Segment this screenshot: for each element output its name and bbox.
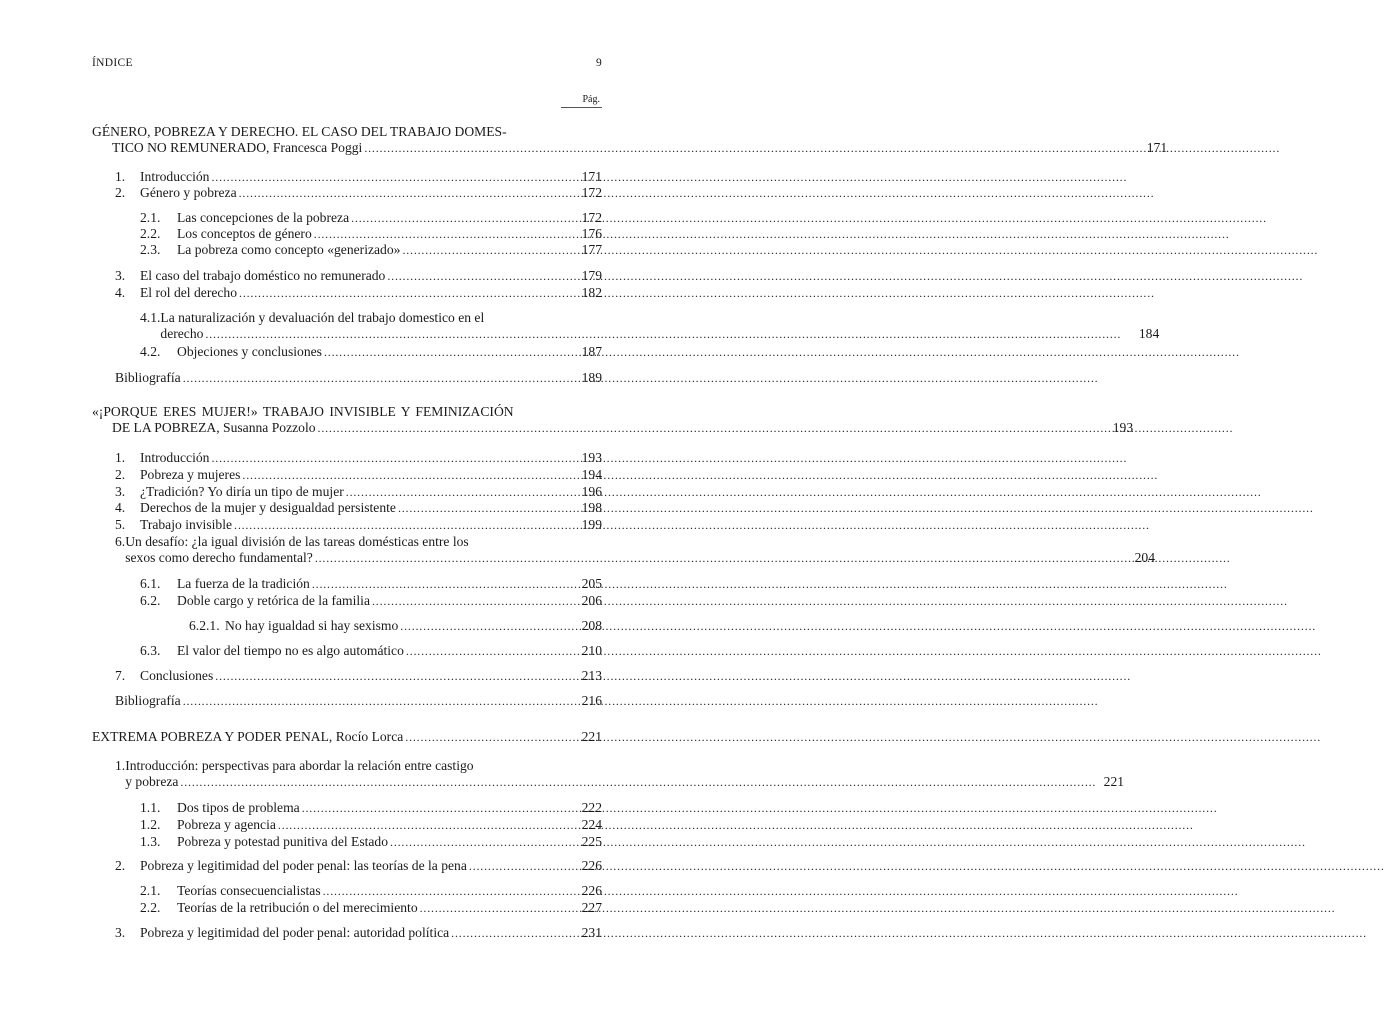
dot-leader — [405, 729, 564, 745]
toc-subentry[interactable] — [140, 226, 602, 242]
toc-page-number: 199 — [581, 517, 602, 532]
toc-page-number: 231 — [581, 925, 602, 940]
toc-entry[interactable] — [115, 500, 602, 516]
toc-page-number: 198 — [581, 500, 602, 515]
toc-subsubentry[interactable] — [189, 618, 602, 634]
entry-number: 3. — [115, 484, 126, 499]
toc-entry[interactable] — [115, 534, 1155, 566]
toc-entry[interactable] — [115, 925, 602, 941]
entry-number: 2. — [115, 467, 126, 482]
dot-leader — [346, 484, 564, 500]
dot-leader — [242, 467, 564, 483]
toc-page-number: 176 — [581, 226, 602, 241]
dot-leader — [469, 858, 564, 874]
toc-page-number: 226 — [581, 858, 602, 873]
toc-page-number: 210 — [581, 643, 602, 658]
entry-number: 6.2. — [140, 593, 161, 608]
entry-title-line2: sexos como derecho fundamental? — [125, 550, 313, 565]
entry-number: 6. — [115, 534, 126, 549]
entry-title: El caso del trabajo doméstico no remunerado — [140, 268, 386, 283]
toc-page-number: 208 — [581, 618, 602, 633]
toc-page-number: 179 — [581, 268, 602, 283]
page-number: 9 — [595, 57, 602, 69]
entry-title: ¿Tradición? Yo diría un tipo de mujer — [140, 484, 344, 499]
entry-number: 4. — [115, 285, 126, 300]
chapter-title-line2: DE LA POBREZA, Susanna Pozzolo — [112, 420, 316, 435]
toc-bibliography[interactable] — [115, 693, 602, 709]
toc-entry[interactable] — [115, 467, 602, 483]
toc-entry[interactable] — [115, 185, 602, 201]
toc-page-number: 227 — [581, 900, 602, 915]
dot-leader — [211, 450, 564, 466]
toc-page-number: 225 — [581, 834, 602, 849]
dot-leader — [278, 817, 564, 833]
toc-entry[interactable] — [115, 268, 602, 284]
toc-page-number: 182 — [581, 285, 602, 300]
entry-title: Doble cargo y retórica de la familia — [177, 593, 370, 608]
entry-number: 6.3. — [140, 643, 161, 658]
entry-title: Bibliografía — [115, 693, 181, 708]
toc-page-number: 194 — [581, 467, 602, 482]
toc-subentry[interactable] — [140, 643, 602, 659]
toc-page-number: 172 — [581, 185, 602, 200]
entry-title: Introducción — [140, 450, 210, 465]
entry-title: No hay igualdad si hay sexismo — [225, 618, 399, 633]
dot-leader — [451, 925, 564, 941]
dot-leader — [234, 517, 564, 533]
toc-page-number: 213 — [581, 668, 602, 683]
entry-title-line1: Un desafío: ¿la igual división de las tareas domésticas entre los — [125, 534, 469, 549]
entry-title-line1: Introducción: perspectivas para abordar la relación entre castigo — [125, 758, 474, 773]
toc-page-number: 172 — [581, 210, 602, 225]
entry-number: 7. — [115, 668, 126, 683]
entry-title: Pobreza y potestad punitiva del Estado — [177, 834, 389, 849]
entry-title: La fuerza de la tradición — [177, 576, 310, 591]
toc-page-number: 193 — [1112, 420, 1134, 435]
toc-page-number: 221 — [581, 729, 602, 744]
entry-title: Género y pobreza — [140, 185, 237, 200]
entry-number: 5. — [115, 517, 126, 532]
dot-leader — [302, 800, 564, 816]
toc-entry[interactable] — [115, 668, 602, 684]
toc-entry[interactable] — [115, 285, 602, 301]
entry-title: Pobreza y agencia — [177, 817, 276, 832]
chapter-title-line1: «¡PORQUE ERES MUJER!» TRABAJO INVISIBLE Y FEMINIZACIÓN — [92, 404, 514, 419]
dot-leader — [398, 500, 564, 516]
toc-entry[interactable] — [115, 758, 1125, 790]
toc-page-number: 187 — [581, 344, 602, 359]
toc-page-number: 189 — [581, 370, 602, 385]
entry-number: 2.3. — [140, 242, 161, 257]
dot-leader — [402, 242, 564, 258]
entry-title: El valor del tiempo no es algo automático — [177, 643, 404, 658]
toc-subentry[interactable] — [140, 210, 602, 226]
entry-number: 4.2. — [140, 344, 161, 359]
entry-title: Pobreza y mujeres — [140, 467, 241, 482]
entry-number: 4.1. — [140, 310, 161, 325]
toc-page-number: 177 — [581, 242, 602, 257]
entry-number: 2. — [115, 185, 126, 200]
entry-title: Objeciones y conclusiones — [177, 344, 322, 359]
entry-number: 6.1. — [140, 576, 161, 591]
dot-leader — [314, 226, 564, 242]
toc-bibliography[interactable] — [115, 370, 602, 386]
entry-number: 3. — [115, 925, 126, 940]
entry-title: Teorías de la retribución o del merecimiento — [177, 900, 418, 915]
entry-title: Dos tipos de problema — [177, 800, 300, 815]
entry-number: 3. — [115, 268, 126, 283]
toc-page-number: 224 — [581, 817, 602, 832]
toc-page-number: 184 — [1138, 326, 1160, 341]
entry-number: 4. — [115, 500, 126, 515]
dot-leader — [406, 643, 564, 659]
entry-number: 2.2. — [140, 226, 161, 241]
chapter-title-line2: TICO NO REMUNERADO, Francesca Poggi — [112, 140, 363, 155]
dot-leader — [183, 370, 564, 386]
dot-leader — [239, 185, 564, 201]
toc-entry[interactable] — [115, 450, 602, 466]
entry-title: Pobreza y legitimidad del poder penal: las teorías de la pena — [140, 858, 467, 873]
toc-entry[interactable] — [115, 517, 602, 533]
toc-page-number: 216 — [581, 693, 602, 708]
toc-page-number: 221 — [1103, 774, 1125, 789]
dot-leader — [387, 268, 564, 284]
dot-leader — [351, 210, 564, 226]
dot-leader — [180, 774, 1086, 790]
entry-title-line2: y pobreza — [125, 774, 179, 789]
toc-entry[interactable] — [115, 484, 602, 500]
entry-number: 1.2. — [140, 817, 161, 832]
toc-chapter-heading[interactable] — [92, 729, 602, 745]
toc-subentry[interactable] — [140, 834, 602, 850]
entry-title-line1: La naturalización y devaluación del trabajo domestico en el — [160, 310, 485, 325]
dot-leader — [324, 344, 564, 360]
entry-title: El rol del derecho — [140, 285, 238, 300]
entry-title: Las concepciones de la pobreza — [177, 210, 350, 225]
dot-leader — [315, 550, 1117, 566]
toc-page-number: 204 — [1134, 550, 1155, 565]
entry-number: 1. — [115, 758, 126, 773]
dot-leader — [215, 668, 564, 684]
entry-number: 1.1. — [140, 800, 161, 815]
toc-chapter-heading[interactable] — [92, 124, 1168, 156]
toc-subentry[interactable] — [140, 593, 602, 609]
dot-leader — [205, 326, 1121, 342]
toc-page-number: 222 — [581, 800, 602, 815]
toc-subentry[interactable] — [140, 800, 602, 816]
entry-title: Teorías consecuencialistas — [177, 883, 321, 898]
dot-leader — [323, 883, 564, 899]
entry-title-line2: derecho — [160, 326, 204, 341]
entry-title: Introducción — [140, 169, 210, 184]
chapter-title: EXTREMA POBREZA Y PODER PENAL, Rocío Lorca — [92, 729, 404, 744]
entry-number: 2. — [115, 858, 126, 873]
toc-subentry[interactable] — [140, 817, 602, 833]
dot-leader — [400, 618, 564, 634]
toc-page-number: 171 — [581, 169, 602, 184]
dot-leader — [312, 576, 564, 592]
entry-title: Los conceptos de género — [177, 226, 312, 241]
entry-number: 1. — [115, 169, 126, 184]
entry-title: Trabajo invisible — [140, 517, 233, 532]
toc-page-number: 205 — [581, 576, 602, 591]
entry-number: 2.1. — [140, 883, 161, 898]
entry-number: 2.2. — [140, 900, 161, 915]
entry-title: Pobreza y legitimidad del poder penal: autoridad política — [140, 925, 450, 940]
toc-page-number: 226 — [581, 883, 602, 898]
toc-subentry[interactable] — [140, 344, 602, 360]
entry-number: 6.2.1. — [189, 618, 220, 633]
entry-number: 2.1. — [140, 210, 161, 225]
dot-leader — [239, 285, 564, 301]
entry-title: Derechos de la mujer y desigualdad persistente — [140, 500, 396, 515]
dot-leader — [211, 169, 564, 185]
dot-leader — [420, 900, 564, 916]
toc-page-number: 171 — [1146, 140, 1168, 155]
dot-leader — [372, 593, 564, 609]
toc-subentry[interactable] — [140, 883, 602, 899]
toc-subentry[interactable] — [140, 310, 1160, 342]
dot-leader — [318, 420, 1096, 436]
toc-page-number: 193 — [581, 450, 602, 465]
toc-entry[interactable] — [115, 858, 602, 874]
page-column-label: Pág. — [561, 94, 603, 108]
dot-leader — [390, 834, 564, 850]
dot-leader — [183, 693, 564, 709]
entry-number: 1. — [115, 450, 126, 465]
toc-page-number: 196 — [581, 484, 602, 499]
toc-subentry[interactable] — [140, 242, 602, 258]
dot-leader — [364, 140, 1129, 156]
toc-page-number: 206 — [581, 593, 602, 608]
toc-subentry[interactable] — [140, 900, 602, 916]
entry-number: 1.3. — [140, 834, 161, 849]
entry-title: La pobreza como concepto «generizado» — [177, 242, 401, 257]
toc-chapter-heading[interactable] — [92, 404, 1134, 436]
toc-subentry[interactable] — [140, 576, 602, 592]
header-title: ÍNDICE — [92, 57, 133, 69]
toc-entry[interactable] — [115, 169, 602, 185]
entry-title: Conclusiones — [140, 668, 214, 683]
entry-title: Bibliografía — [115, 370, 181, 385]
chapter-title-line1: GÉNERO, POBREZA Y DERECHO. EL CASO DEL TRABAJO DOMES- — [92, 124, 507, 139]
